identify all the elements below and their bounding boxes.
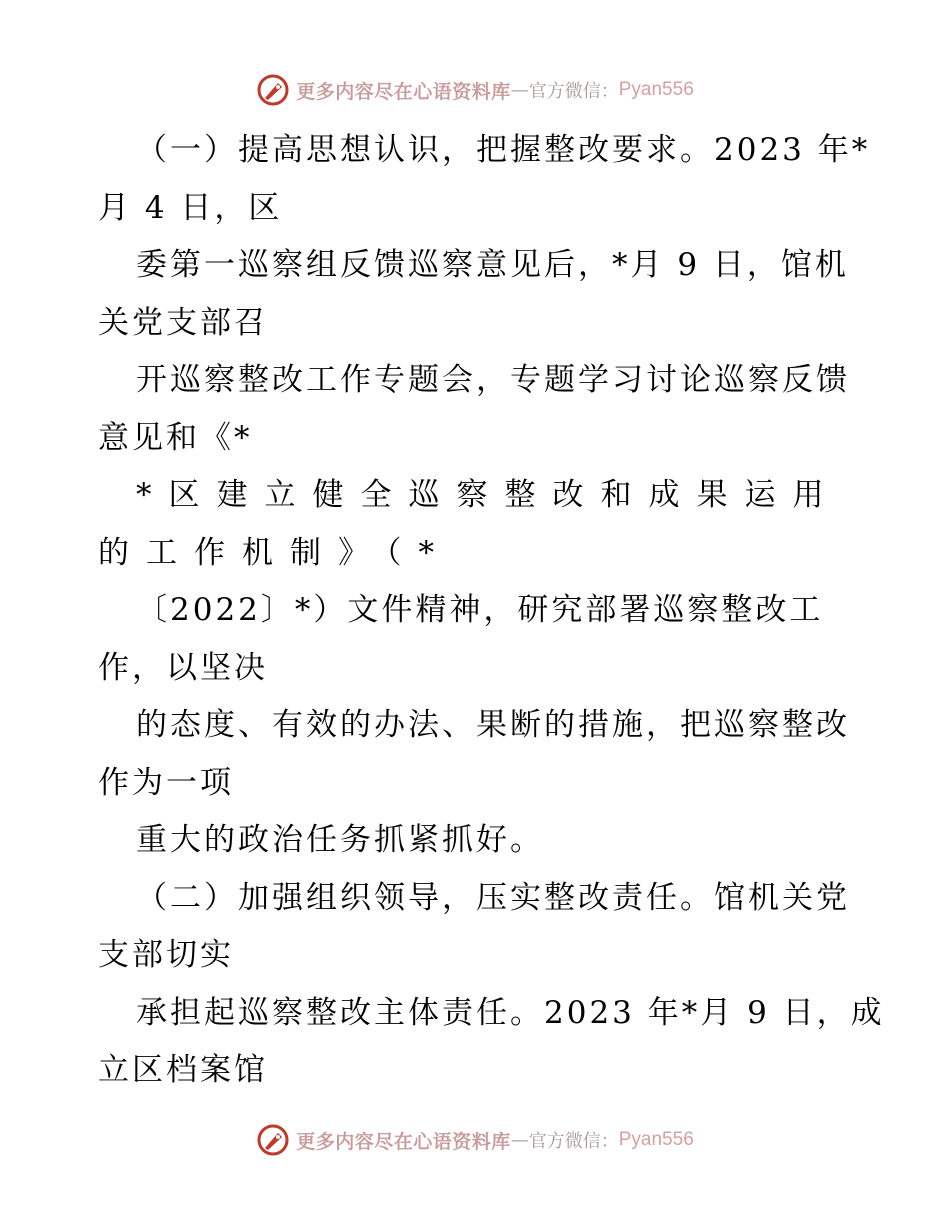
text-line: 开巡察整改工作专题会，专题学习讨论巡察反馈	[136, 362, 850, 398]
text-line: *区建立健全巡察整改和成果运用	[136, 477, 841, 513]
watermark-wechat-id: Pyan556	[618, 1129, 694, 1150]
pen-nib-logo-icon	[256, 1123, 290, 1157]
text-line: 〔2022〕*）文件精神，研究部署巡察整改工	[136, 592, 824, 628]
watermark-main-text: 更多内容尽在心语资料库	[296, 1130, 511, 1153]
footer-watermark	[0, 1120, 950, 1160]
watermark-separator: —	[510, 79, 529, 101]
text-line: （二）加强组织领导，压实整改责任。馆机关党	[136, 879, 850, 916]
watermark-wechat-id: Pyan556	[618, 79, 694, 100]
header-watermark	[0, 70, 950, 110]
text-line: 支部切实	[98, 937, 234, 973]
watermark-sub-text: 官方微信：	[528, 81, 619, 102]
watermark-separator: —	[510, 1129, 529, 1151]
text-line: 承担起巡察整改主体责任。2023 年*月 9 日，成	[136, 994, 885, 1031]
text-line: 立区档案馆	[98, 1052, 268, 1088]
text-line: 关党支部召	[98, 304, 268, 341]
document-body	[98, 122, 885, 1100]
text-line: 意见和《*	[98, 419, 253, 456]
text-line: 作为一项	[98, 764, 234, 801]
text-line: 作，以坚决	[98, 649, 268, 686]
text-line: 重大的政治任务抓紧抓好。	[136, 822, 544, 858]
text-line: 月 4 日，区	[98, 189, 283, 226]
text-line: （一）提高思想认识，把握整改要求。2023 年*	[136, 132, 871, 168]
watermark-main-text: 更多内容尽在心语资料库	[296, 80, 511, 103]
pen-nib-logo-icon	[256, 73, 290, 107]
text-line: 的态度、有效的办法、果断的措施，把巡察整改	[136, 707, 850, 743]
text-line: 的工作机制》（*	[98, 534, 451, 571]
watermark-sub-text: 官方微信：	[528, 1131, 619, 1152]
text-line: 委第一巡察组反馈巡察意见后，*月 9 日，馆机	[136, 247, 849, 283]
